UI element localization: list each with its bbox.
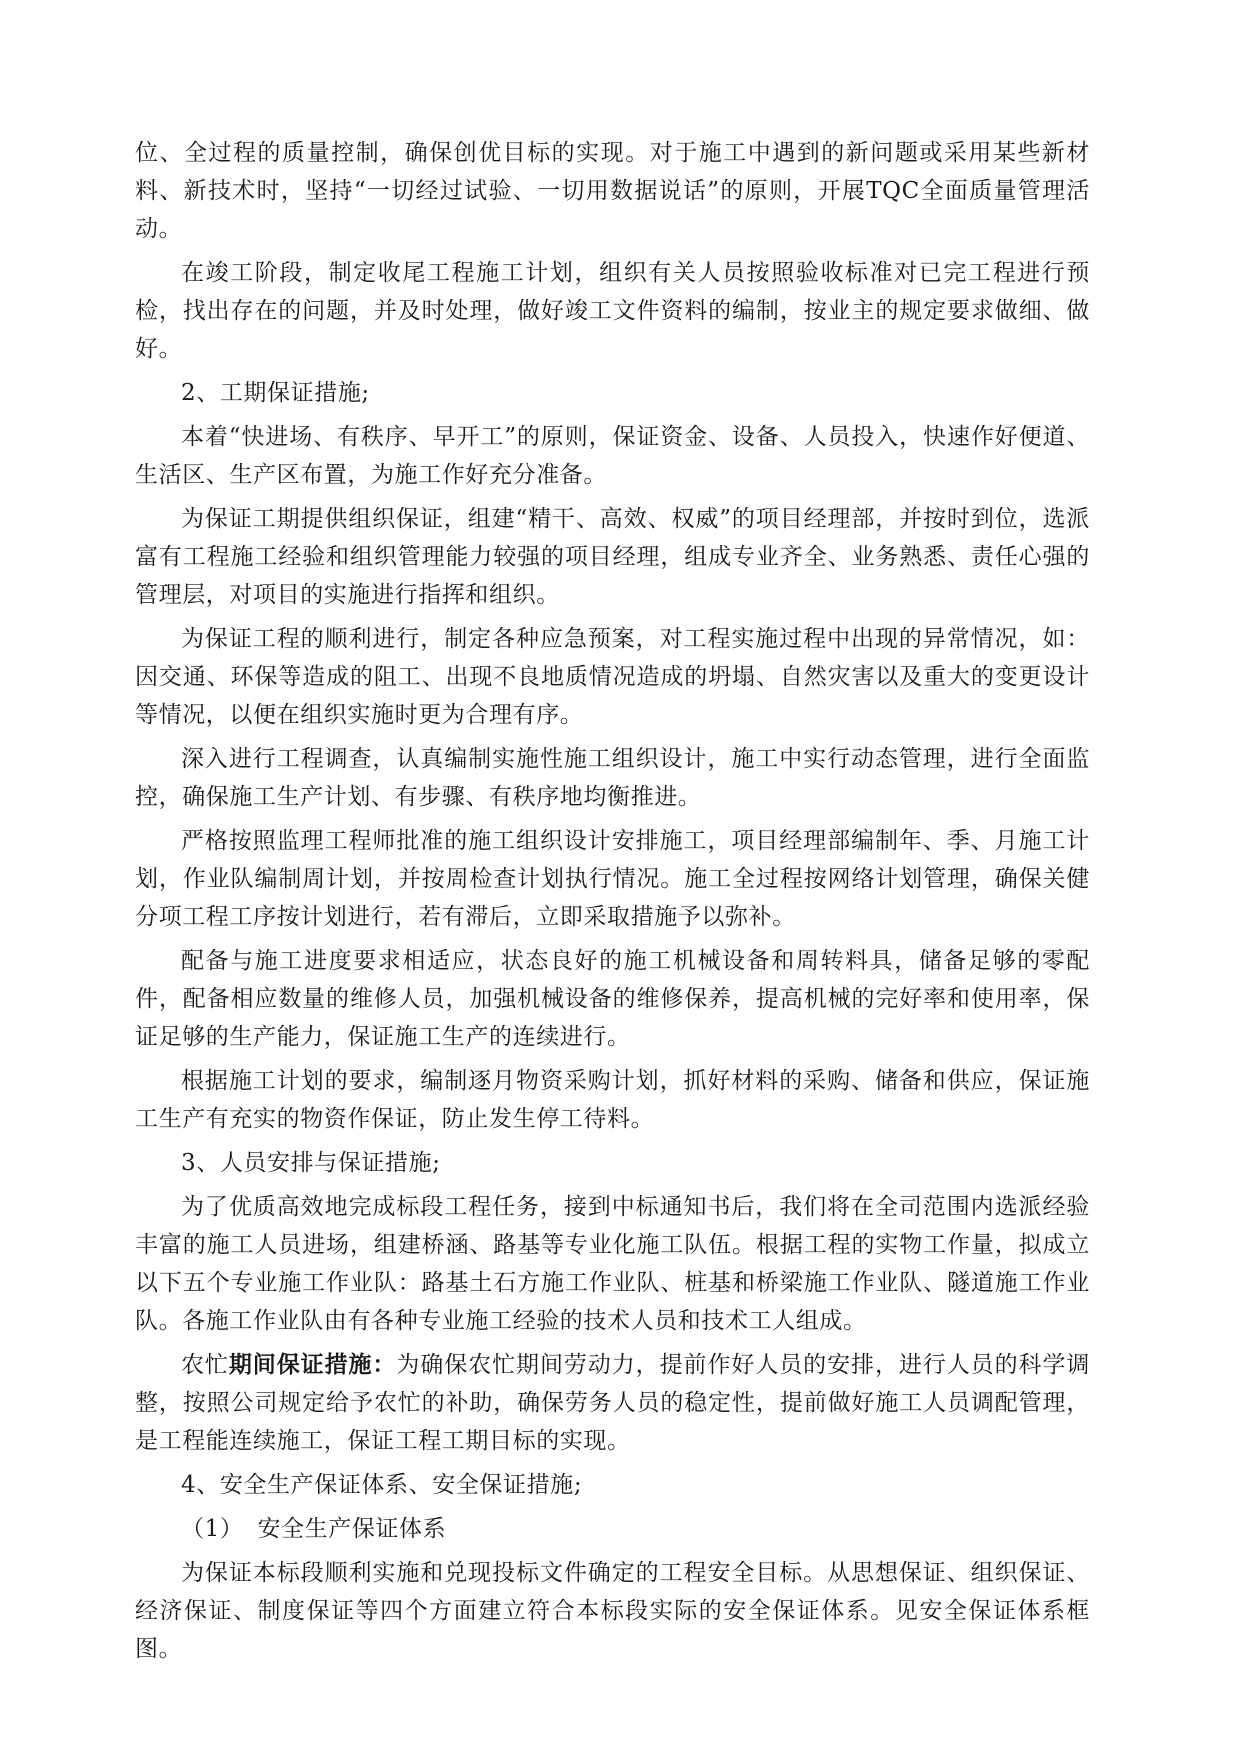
busy-season-text: 为确保农忙期间劳动力，提前作好人员的安排，进行人员的科学调整，按照公司规定给予农忙的补助，确保劳务人员的稳定性，提前做好施工人员调配管理，是工程能连续施工，保证工程工期目标的实现。 [135, 1352, 1090, 1454]
heading-schedule-guarantee: 2、工期保证措施; [181, 380, 370, 406]
heading-staffing: 3、人员安排与保证措施; [181, 1150, 441, 1176]
paragraph-safety-system: 为保证本标段顺利实施和兑现投标文件确定的工程安全目标。从思想保证、组织保证、经济保证、制度保证等四个方面建立符合本标段实际的安全保证体系。见安全保证体系框图。 [135, 1560, 1090, 1662]
busy-season-lead: 农忙 [181, 1352, 229, 1378]
paragraph-survey: 深入进行工程调查，认真编制实施性施工组织设计，施工中实行动态管理，进行全面监控，确保施工生产计划、有步骤、有秩序地均衡推进。 [135, 746, 1090, 810]
paragraph-busy-season [135, 1346, 1090, 1460]
subheading-safety-system [135, 1510, 1090, 1548]
paragraph-quality-control: 位、全过程的质量控制，确保创优目标的实现。对于施工中遇到的新问题或采用某些新材料、新技术时，坚持“一切经过试验、一切用数据说话”的原则，开展TQC全面质量管理活动。 [135, 140, 1090, 242]
busy-season-bold-label: 期间保证措施： [228, 1351, 397, 1378]
paragraph-construction-plan: 严格按照监理工程师批准的施工组织设计安排施工，项目经理部编制年、季、月施工计划，作业队编制周计划，并按周检查计划执行情况。施工全过程按网络计划管理，确保关健分项工程工序按计划进行，若有滞后，立即采取措施予以弥补。 [135, 828, 1090, 930]
paragraph-equipment: 配备与施工进度要求相适应，状态良好的施工机械设备和周转料具，储备足够的零配件，配备相应数量的维修人员，加强机械设备的维修保养，提高机械的完好率和使用率，保证足够的生产能力，保证施工生产的连续进行。 [135, 948, 1090, 1050]
paragraph-completion-stage: 在竣工阶段，制定收尾工程施工计划，组织有关人员按照验收标准对已完工程进行预检，找出存在的问题，并及时处理，做好竣工文件资料的编制，按业主的规定要求做细、做好。 [135, 260, 1090, 362]
heading-safety: 4、安全生产保证体系、安全保证措施; [181, 1472, 583, 1498]
paragraph-organization: 为保证工期提供组织保证，组建“精干、高效、权威”的项目经理部，并按时到位，选派富有工程施工经验和组织管理能力较强的项目经理，组成专业齐全、业务熟悉、责任心强的管理层，对项目的实施进行指挥和组织。 [135, 506, 1090, 608]
paragraph-quick-start: 本着“快进场、有秩序、早开工”的原则，保证资金、设备、人员投入，快速作好便道、生活区、生产区布置，为施工作好充分准备。 [135, 424, 1090, 488]
subheading-number: （1） [181, 1516, 244, 1542]
document-body [135, 134, 1090, 1668]
paragraph-emergency-plan: 为保证工程的顺利进行，制定各种应急预案，对工程实施过程中出现的异常情况，如：因交通、环保等造成的阻工、出现不良地质情况造成的坍塌、自然灾害以及重大的变更设计等情况，以便在组织实施时更为合理有序。 [135, 626, 1090, 728]
paragraph-teams: 为了优质高效地完成标段工程任务，接到中标通知书后，我们将在全司范围内选派经验丰富的施工人员进场，组建桥涵、路基等专业化施工队伍。根据工程的实物工作量，拟成立以下五个专业施工作业队：路基土石方施工作业队、桩基和桥梁施工作业队、隧道施工作业队。各施工作业队由有各种专业施工经验的技术人员和技术工人组成。 [135, 1194, 1090, 1334]
paragraph-materials: 根据施工计划的要求，编制逐月物资采购计划，抓好材料的采购、储备和供应，保证施工生产有充实的物资作保证，防止发生停工待料。 [135, 1068, 1090, 1132]
subheading-title: 安全生产保证体系 [257, 1516, 447, 1542]
